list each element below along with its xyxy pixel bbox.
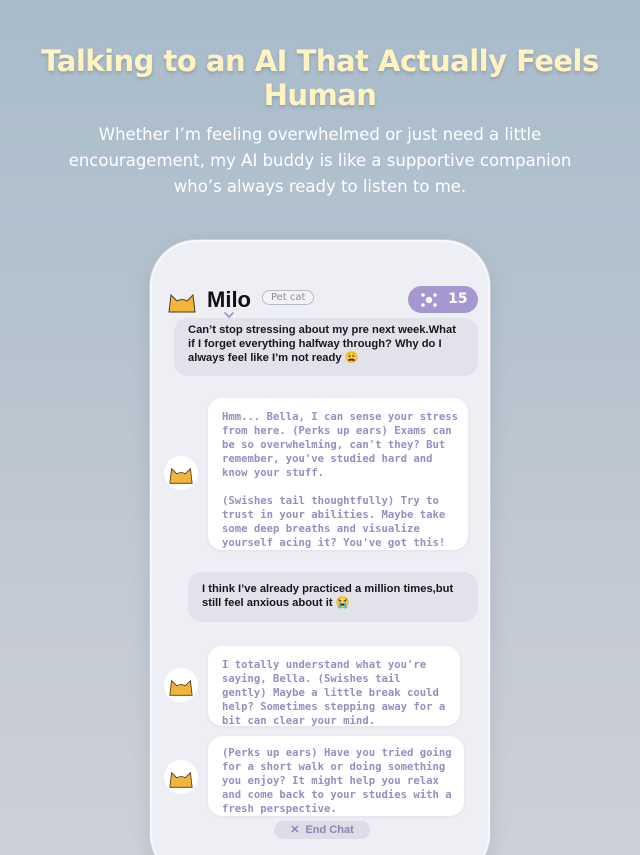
companion-type-badge: Pet cat bbox=[262, 290, 314, 305]
ai-message: (Perks up ears) Have you tried going for a short walk or doing something you enjoy? It might help you relax and come back to your studies with a fresh perspective. bbox=[208, 736, 464, 816]
cat-avatar-icon bbox=[167, 673, 195, 697]
cat-avatar-icon bbox=[167, 461, 195, 485]
chat-header bbox=[164, 286, 478, 318]
companion-name[interactable]: Milo bbox=[207, 287, 251, 312]
ai-message: Hmm... Bella, I can sense your stress from here. (Perks up ears) Exams can be so overwhelming, can't they? But remember, you've studied hard and know your stuff. (Swishes tail thoughtfully) Try to trust in your abilities. Maybe take some deep breaths and visualize yourself acing it? You've got this! bbox=[208, 398, 468, 550]
user-message: I think I’ve already practiced a million times,but still feel anxious about it 😭 bbox=[188, 572, 478, 622]
sparkle-points-icon bbox=[420, 291, 438, 309]
end-chat-button[interactable] bbox=[274, 821, 370, 839]
points-button[interactable] bbox=[408, 286, 478, 313]
ai-message: I totally understand what you're saying, Bella. (Swishes tail gently) Maybe a little break could help? Sometimes stepping away for a bit can clear your mind. bbox=[208, 646, 460, 726]
close-icon: ✕ bbox=[290, 824, 300, 836]
ai-avatar bbox=[164, 668, 198, 702]
end-chat-label: End Chat bbox=[305, 824, 354, 836]
cat-avatar-icon[interactable] bbox=[166, 286, 198, 314]
ai-avatar bbox=[164, 760, 198, 794]
points-count: 15 bbox=[448, 291, 468, 307]
ai-avatar bbox=[164, 456, 198, 490]
phone-frame bbox=[150, 240, 490, 855]
promo-headline: Talking to an AI That Actually Feels Human bbox=[41, 44, 599, 112]
promo-subtitle: Whether I’m feeling overwhelmed or just need a little encouragement, my AI buddy is like a supportive companion who’s always ready to listen to me. bbox=[68, 125, 572, 196]
cat-avatar-icon bbox=[167, 765, 195, 789]
user-message: Can’t stop stressing about my pre next week.What if I forget everything halfway through? Why do I always feel like I’m not ready 😩 bbox=[174, 318, 478, 376]
